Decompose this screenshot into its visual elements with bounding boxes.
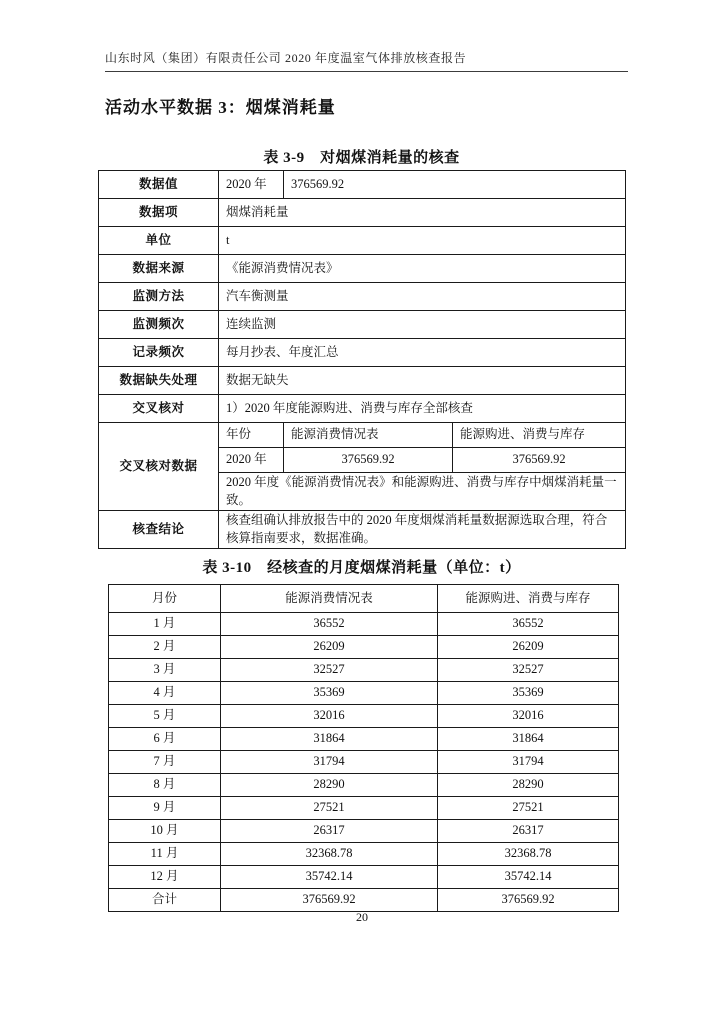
table-row — [99, 339, 626, 367]
row-label-data-value: 数据值 — [99, 171, 219, 199]
table-row — [99, 311, 626, 339]
value-cell: 26317 — [438, 820, 619, 843]
table-row — [109, 682, 619, 705]
cc-note: 2020 年度《能源消费情况表》和能源购进、消费与库存中烟煤消耗量一致。 — [219, 473, 626, 511]
month-cell: 11 月 — [109, 843, 221, 866]
row-label-data-source: 数据来源 — [99, 255, 219, 283]
value-cell: 35742.14 — [438, 866, 619, 889]
value-cell: 28290 — [221, 774, 438, 797]
table-row — [99, 255, 626, 283]
conclusion-value: 核查组确认排放报告中的 2020 年度烟煤消耗量数据源选取合理，符合核算指南要求，数据准确。 — [219, 511, 626, 549]
row-label-cross-check-data: 交叉核对数据 — [99, 423, 219, 511]
table-3-9 — [98, 170, 626, 549]
month-cell: 4 月 — [109, 682, 221, 705]
table-3-10 — [108, 584, 619, 912]
table-header-row — [109, 585, 619, 613]
month-cell: 5 月 — [109, 705, 221, 728]
table-row — [109, 728, 619, 751]
table-row — [109, 613, 619, 636]
data-item-value: 烟煤消耗量 — [219, 199, 626, 227]
month-cell: 7 月 — [109, 751, 221, 774]
table-row — [99, 227, 626, 255]
page-number: 20 — [356, 910, 368, 924]
total-value-cell: 376569.92 — [438, 889, 619, 912]
value-cell: 31864 — [438, 728, 619, 751]
table-row — [109, 866, 619, 889]
col-header-purchase-stock: 能源购进、消费与库存 — [438, 585, 619, 613]
value-cell: 36552 — [221, 613, 438, 636]
total-label-cell: 合计 — [109, 889, 221, 912]
table-row — [109, 843, 619, 866]
missing-data-value: 数据无缺失 — [219, 367, 626, 395]
table-3-10-title: 表 3-10 经核查的月度烟煤消耗量（单位：t） — [202, 560, 521, 576]
report-header-title: 山东时风（集团）有限责任公司 2020 年度温室气体排放核查报告 — [105, 49, 628, 72]
row-label-cross-check: 交叉核对 — [99, 395, 219, 423]
col-header-month: 月份 — [109, 585, 221, 613]
row-label-conclusion: 核查结论 — [99, 511, 219, 549]
value-cell: 32368.78 — [221, 843, 438, 866]
value-cell: 32527 — [438, 659, 619, 682]
cc-value-2: 376569.92 — [453, 448, 626, 473]
recording-frequency-value: 每月抄表、年度汇总 — [219, 339, 626, 367]
table-row — [99, 511, 626, 549]
row-label-data-item: 数据项 — [99, 199, 219, 227]
value-cell: 32527 — [221, 659, 438, 682]
unit-value: t — [219, 227, 626, 255]
month-cell: 1 月 — [109, 613, 221, 636]
cc-header-consumption-table: 能源消费情况表 — [284, 423, 453, 448]
month-cell: 9 月 — [109, 797, 221, 820]
value-cell: 31794 — [438, 751, 619, 774]
table-row — [109, 774, 619, 797]
data-source-value: 《能源消费情况表》 — [219, 255, 626, 283]
table-row — [99, 199, 626, 227]
table-row — [99, 395, 626, 423]
table-row — [109, 636, 619, 659]
monitoring-frequency-value: 连续监测 — [219, 311, 626, 339]
row-label-unit: 单位 — [99, 227, 219, 255]
value-cell: 35369 — [438, 682, 619, 705]
month-cell: 2 月 — [109, 636, 221, 659]
table-3-9-title: 表 3-9 对烟煤消耗量的核查 — [263, 150, 460, 166]
table-row — [109, 820, 619, 843]
value-cell: 28290 — [438, 774, 619, 797]
table-row — [109, 797, 619, 820]
value-cell: 35369 — [221, 682, 438, 705]
value-cell: 26209 — [221, 636, 438, 659]
month-cell: 10 月 — [109, 820, 221, 843]
value-cell: 31864 — [221, 728, 438, 751]
value-cell: 35742.14 — [221, 866, 438, 889]
table-row-total — [109, 889, 619, 912]
table-row — [99, 367, 626, 395]
data-value-year: 2020 年 — [219, 171, 284, 199]
row-label-monitoring-frequency: 监测频次 — [99, 311, 219, 339]
cc-header-purchase-stock: 能源购进、消费与库存 — [453, 423, 626, 448]
table-row — [99, 283, 626, 311]
row-label-missing-data: 数据缺失处理 — [99, 367, 219, 395]
table-row — [109, 705, 619, 728]
value-cell: 32368.78 — [438, 843, 619, 866]
month-cell: 6 月 — [109, 728, 221, 751]
value-cell: 31794 — [221, 751, 438, 774]
section-title: 活动水平数据 3：烟煤消耗量 — [105, 98, 336, 117]
table-row — [99, 423, 626, 448]
value-cell: 27521 — [221, 797, 438, 820]
table-row — [109, 751, 619, 774]
value-cell: 32016 — [221, 705, 438, 728]
table-row — [109, 659, 619, 682]
data-value-amount: 376569.92 — [284, 171, 626, 199]
row-label-recording-frequency: 记录频次 — [99, 339, 219, 367]
row-label-monitoring-method: 监测方法 — [99, 283, 219, 311]
month-cell: 8 月 — [109, 774, 221, 797]
cc-header-year: 年份 — [219, 423, 284, 448]
table-row — [99, 171, 626, 199]
monitoring-method-value: 汽车衡测量 — [219, 283, 626, 311]
value-cell: 36552 — [438, 613, 619, 636]
col-header-consumption-table: 能源消费情况表 — [221, 585, 438, 613]
cc-year-value: 2020 年 — [219, 448, 284, 473]
value-cell: 32016 — [438, 705, 619, 728]
value-cell: 26317 — [221, 820, 438, 843]
value-cell: 26209 — [438, 636, 619, 659]
cross-check-value: 1）2020 年度能源购进、消费与库存全部核查 — [219, 395, 626, 423]
cc-value-1: 376569.92 — [284, 448, 453, 473]
month-cell: 12 月 — [109, 866, 221, 889]
month-cell: 3 月 — [109, 659, 221, 682]
total-value-cell: 376569.92 — [221, 889, 438, 912]
value-cell: 27521 — [438, 797, 619, 820]
